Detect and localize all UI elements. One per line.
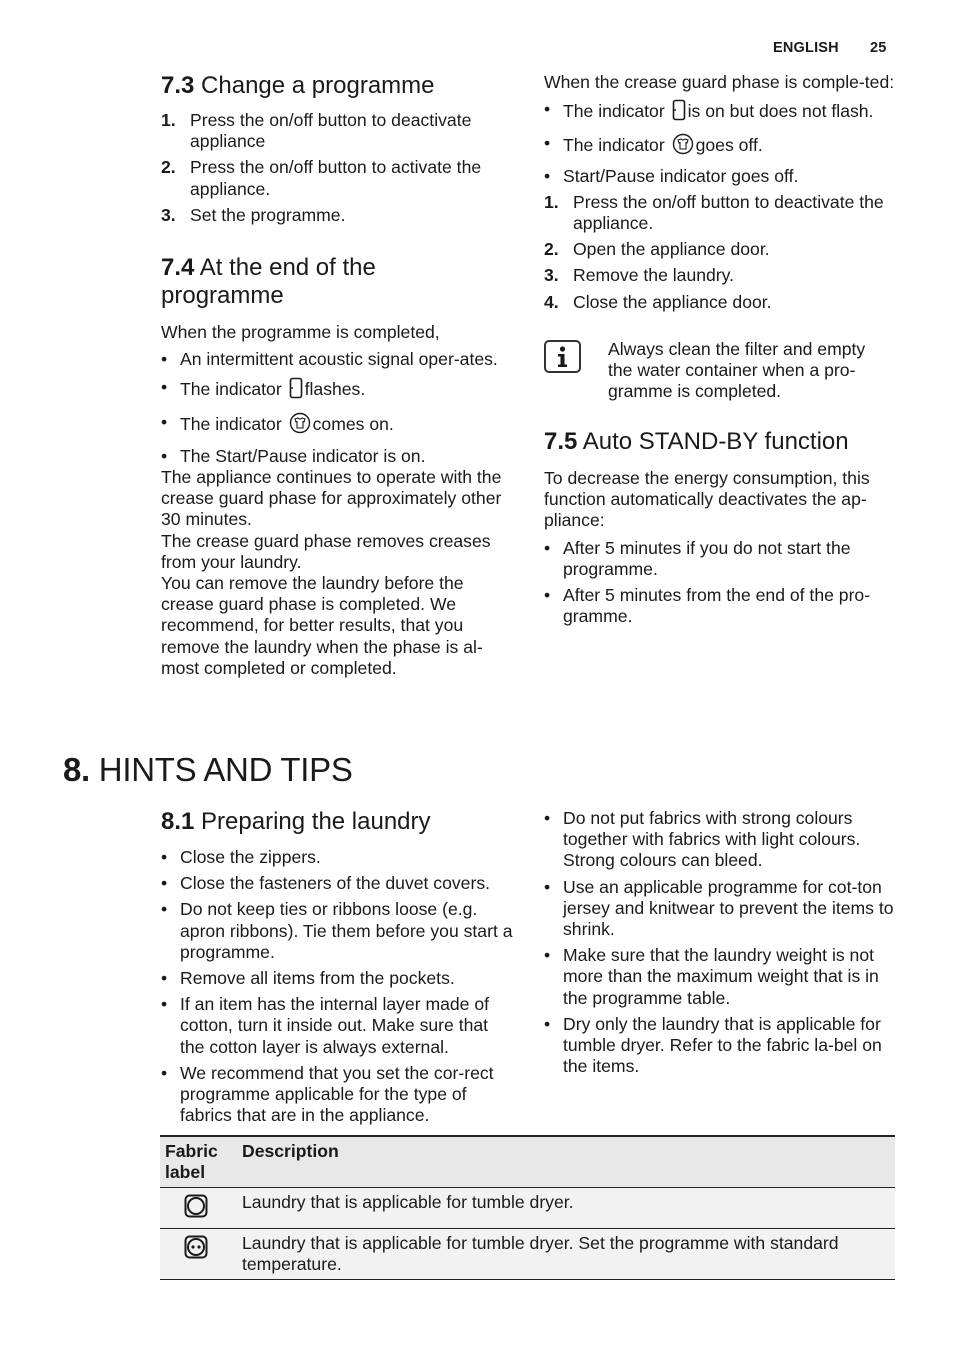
tumble-dry-icon	[184, 1202, 208, 1222]
section-7-4-body	[161, 322, 516, 679]
bullet-list	[544, 538, 899, 628]
section-8-1	[161, 808, 516, 1126]
section-7-5	[544, 428, 899, 627]
bullet-list	[544, 99, 899, 187]
list-item: • Do not keep ties or ribbons loose (e.g. apron ribbons). Tie them before you start a programme.	[161, 899, 513, 962]
bullet-list	[161, 847, 516, 1126]
section-number: 7.3	[161, 72, 195, 99]
section-title: Change a programme	[201, 72, 435, 99]
list-item: 2. Press the on/off button to activate the appliance.	[161, 157, 482, 199]
bullet-list	[544, 808, 899, 1077]
list-item: • The indicator flashes.	[161, 377, 516, 404]
section-7-4-heading-wrap	[161, 254, 461, 310]
fabric-label-table	[160, 1135, 895, 1280]
door-indicator-icon	[289, 377, 303, 404]
paragraph: The appliance continues to operate with the crease guard phase for approximately other 30 minutes.	[161, 467, 502, 530]
list-item: • Close the zippers.	[161, 847, 321, 867]
section-intro: When the crease guard phase is comple-ted:	[544, 72, 895, 92]
chapter-number: 8.	[63, 751, 90, 788]
list-item: • Remove all items from the pockets.	[161, 968, 455, 989]
list-item: • If an item has the internal layer made of cotton, turn it inside out. Make sure that the cotton layer is always external.	[161, 994, 490, 1057]
list-item: • Use an applicable programme for cot-ton jersey and knitwear to prevent the items to shrink.	[544, 876, 894, 940]
table-header-fabric-label: Fabric label	[165, 1141, 218, 1183]
crease-guard-icon	[672, 133, 694, 160]
paragraph: The crease guard phase removes creases from your laundry.	[161, 530, 491, 572]
section-7-4-heading	[161, 254, 461, 310]
paragraph: You can remove the laundry before the crease guard phase is completed. We recommend, for better results, that you remove the laundry when the phase is al-most completed or completed.	[161, 573, 483, 678]
list-item: • After 5 minutes from the end of the pro-gramme.	[544, 585, 871, 627]
section-title: At the end of the programme	[161, 254, 376, 309]
list-item: • An intermittent acoustic signal oper-ates.	[161, 349, 498, 370]
list-item: • The indicator is on but does not flash.	[544, 99, 899, 126]
door-indicator-icon	[672, 99, 686, 126]
list-item: • Start/Pause indicator goes off.	[544, 165, 799, 186]
section-number: 7.4	[161, 254, 195, 281]
steps-list	[544, 192, 899, 313]
header-language: ENGLISH	[773, 40, 839, 56]
section-title: Auto STAND-BY function	[582, 428, 849, 455]
section-7-4-continued	[544, 72, 899, 313]
table-row	[160, 1188, 895, 1228]
list-item: • Make sure that the laundry weight is not more than the maximum weight that is in the programme table.	[544, 945, 879, 1008]
list-item: • Do not put fabrics with strong colours together with fabrics with light colours. Strong colours can bleed.	[544, 808, 861, 871]
chapter-title: HINTS AND TIPS	[98, 751, 353, 788]
list-item: • The Start/Pause indicator is on.	[161, 445, 426, 466]
section-8-1-right	[544, 808, 899, 1077]
list-item: 4. Close the appliance door.	[544, 291, 772, 312]
table-row	[160, 1228, 895, 1279]
list-item: • After 5 minutes if you do not start the programme.	[544, 537, 851, 579]
info-icon	[544, 340, 581, 373]
list-item: • The indicator comes on.	[161, 412, 516, 439]
list-item: 1. Press the on/off button to deactivate appliance	[161, 110, 472, 152]
list-item: • Dry only the laundry that is applicable for tumble dryer. Refer to the fabric la-bel on the items.	[544, 1013, 882, 1077]
section-intro: To decrease the energy consumption, this function automatically deactivates the ap-pliance:	[544, 468, 870, 531]
crease-guard-icon	[289, 412, 311, 439]
table-header-row	[160, 1136, 895, 1188]
section-7-5-heading	[544, 428, 899, 456]
table-cell-description: Laundry that is applicable for tumble dryer. Set the programme with standard temperature.	[242, 1232, 839, 1274]
list-item: • We recommend that you set the cor-rect programme applicable for the type of fabrics that are in the appliance.	[161, 1062, 494, 1126]
section-title: Preparing the laundry	[201, 808, 431, 835]
list-item: 3. Remove the laundry.	[544, 265, 735, 286]
section-8-1-heading	[161, 808, 516, 836]
table-cell-description: Laundry that is applicable for tumble dryer.	[242, 1192, 574, 1213]
list-item: 3. Set the programme.	[161, 204, 346, 225]
tumble-dry-normal-temp-icon	[184, 1243, 208, 1263]
list-item: • Close the fasteners of the duvet covers.	[161, 873, 491, 894]
list-item: 1. Press the on/off button to deactivate the appliance.	[544, 191, 884, 234]
chapter-heading	[63, 751, 353, 789]
section-number: 7.5	[544, 428, 578, 455]
list-item: 2. Open the appliance door.	[544, 239, 770, 260]
steps-list	[161, 110, 516, 226]
bullet-list	[161, 349, 516, 467]
section-intro: When the programme is completed,	[161, 322, 440, 342]
section-7-3	[161, 72, 516, 226]
section-7-3-heading	[161, 72, 516, 100]
list-item: • The indicator goes off.	[544, 133, 899, 160]
info-note-text: Always clean the filter and empty the water container when a pro-gramme is completed.	[608, 339, 866, 402]
section-number: 8.1	[161, 808, 195, 835]
header-page-number: 25	[870, 40, 887, 56]
table-header-description: Description	[242, 1141, 339, 1161]
info-note	[608, 339, 893, 403]
